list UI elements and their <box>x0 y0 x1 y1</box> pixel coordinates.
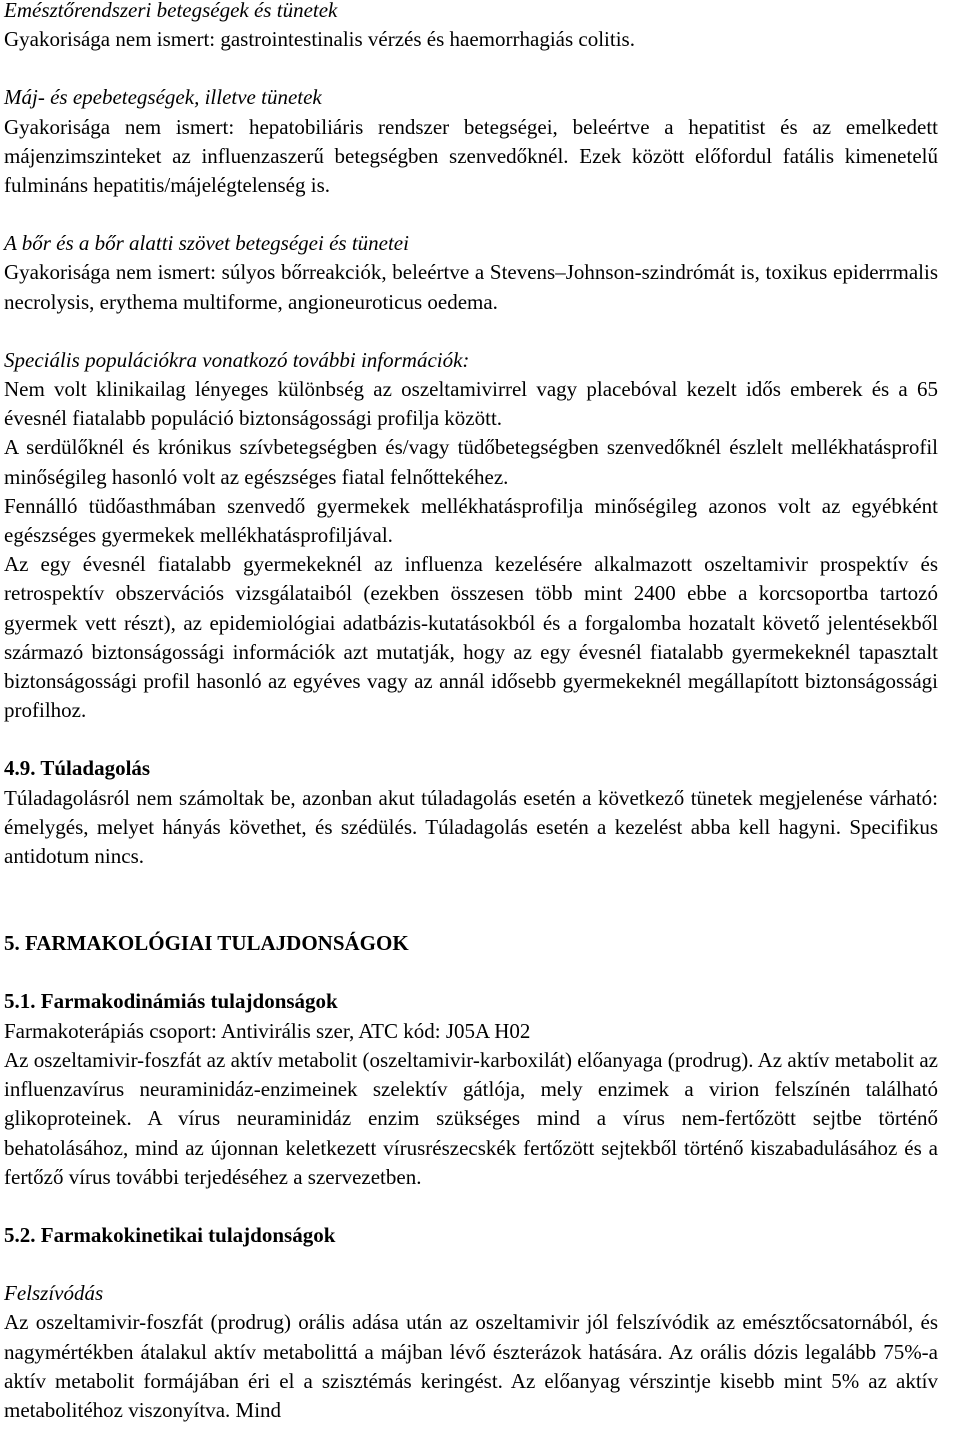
paragraph-special-populations-4: Az egy évesnél fiatalabb gyermekeknél az influenza kezelésére alkalmazott oszeltamivir prospektív és retrospektív obszervációs vizsgálataiból (ezekben összesen több mint 2400 ebbe a korcsoportba tartozó gyermek vett részt), az epidemiológiai adatbázis-kutatásokból és a forgalomba hozatalt követő jelentésekből származó biztonságossági információk azt mutatják, hogy az egy évesnél fiatalabb gyermekeknél tapasztalt biztonságossági profil hasonló az egyéves vagy az annál idősebb gyermekeknél megállapított biztonságossági profilhoz. <box>4 552 938 723</box>
pharmacotherapeutic-group: Farmakoterápiás csoport: Antivirális szer, ATC kód: J05A H02 <box>4 1018 531 1043</box>
paragraph-special-populations-3: Fennálló tüdőasthmában szenvedő gyermekek mellékhatásprofilja minőségileg azonos volt az egyébként egészséges gyermekek mellékhatásprofiljával. <box>4 493 938 548</box>
spacer <box>4 200 938 229</box>
section-heading-pharmacodynamics <box>4 987 938 1016</box>
section-number: 5.1. <box>4 989 36 1014</box>
paragraph-digestive: Gyakorisága nem ismert: gastrointestinalis vérzés és haemorrhagiás colitis. <box>4 27 635 52</box>
section-heading-pharmacokinetics <box>4 1221 938 1250</box>
spacer <box>4 871 938 929</box>
paragraph-skin: Gyakorisága nem ismert: súlyos bőrreakciók, beleértve a Stevens–Johnson-szindrómát is, toxikus epiderrmalis necrolysis, erythema multiforme, angioneuroticus oedema. <box>4 260 938 314</box>
spacer <box>4 725 938 754</box>
document-page <box>4 0 938 1425</box>
section-heading-special-populations: Speciális populációkra vonatkozó további információk: <box>4 347 470 372</box>
paragraph-pharmacodynamics: Az oszeltamivir-foszfát az aktív metabolit (oszeltamivir-karboxilát) előanyaga (prodrug). Az aktív metabolit az influenzavírus neuraminidáz-enzimeinek szelektív gátlója, mely enzimek a virion felszínén található glikoproteinek. A vírus neuraminidáz enzim szükséges mind a vírus nem-fertőzött sejtbe történő behatolásához, mind az újonnan keletkezett vírusrészecskék fertőzött sejtekből történő kiszabadulásához és a fertőző vírus további terjedéséhez a szervezetben. <box>4 1047 938 1189</box>
spacer <box>4 54 938 83</box>
section-title: Farmakodinámiás tulajdonságok <box>40 989 338 1014</box>
section-heading-liver: Máj- és epebetegségek, illetve tünetek <box>4 85 322 110</box>
paragraph-overdose: Túladagolásról nem számoltak be, azonban akut túladagolás esetén a következő tünetek megjelenése várható: émelygés, melyet hányás követhet, és szédülés. Túladagolás esetén a kezelést abba kell hagyni. Specifikus antidotum nincs. <box>4 785 938 869</box>
paragraph-absorption: Az oszeltamivir-foszfát (prodrug) orális adása után az oszeltamivir jól felszívódik az emésztőcsatornából, és nagymértékben átalakul aktív metabolittá a májban lévő észterázok hatására. Az orális dózis legalább 75%-a aktív metabolit formájában éri el a szisztémás keringést. Az előanyag vérszintje kisebb mint 5% az aktív metabolitéhoz viszonyítva. Mind <box>4 1310 938 1422</box>
spacer <box>4 1192 938 1221</box>
section-title: Túladagolás <box>40 756 151 781</box>
spacer <box>4 1250 938 1279</box>
section-heading-digestive: Emésztőrendszeri betegségek és tünetek <box>4 0 338 22</box>
paragraph-special-populations-1: Nem volt klinikailag lényeges különbség az oszeltamivirrel vagy placebóval kezelt idős emberek és a 65 évesnél fiatalabb populáció biztonságossági profilja között. <box>4 377 938 431</box>
section-title: Farmakokinetikai tulajdonságok <box>40 1222 336 1247</box>
paragraph-liver: Gyakorisága nem ismert: hepatobiliáris rendszer betegségei, beleértve a hepatitist és az emelkedett májenzimszinteket az influenzaszerű betegségben szenvedőknél. Ezek között előfordul fatális kimenetelű fulmináns hepatitis/májelégtelenség is. <box>4 114 938 198</box>
section-heading-skin: A bőr és a bőr alatti szövet betegségei és tünetei <box>4 231 409 256</box>
section-heading-overdose <box>4 754 938 783</box>
paragraph-special-populations-2: A serdülőknél és krónikus szívbetegségben és/vagy tüdőbetegségben szenvedőknél észlelt mellékhatásprofil minőségileg hasonló volt az egészséges fiatal felnőttekéhez. <box>4 435 938 489</box>
spacer <box>4 958 938 987</box>
section-number: 4.9. <box>4 756 36 781</box>
spacer <box>4 317 938 346</box>
subsection-heading-absorption: Felszívódás <box>4 1281 104 1306</box>
chapter-heading-pharmacology: 5. FARMAKOLÓGIAI TULAJDONSÁGOK <box>4 931 409 956</box>
section-number: 5.2. <box>4 1222 36 1247</box>
